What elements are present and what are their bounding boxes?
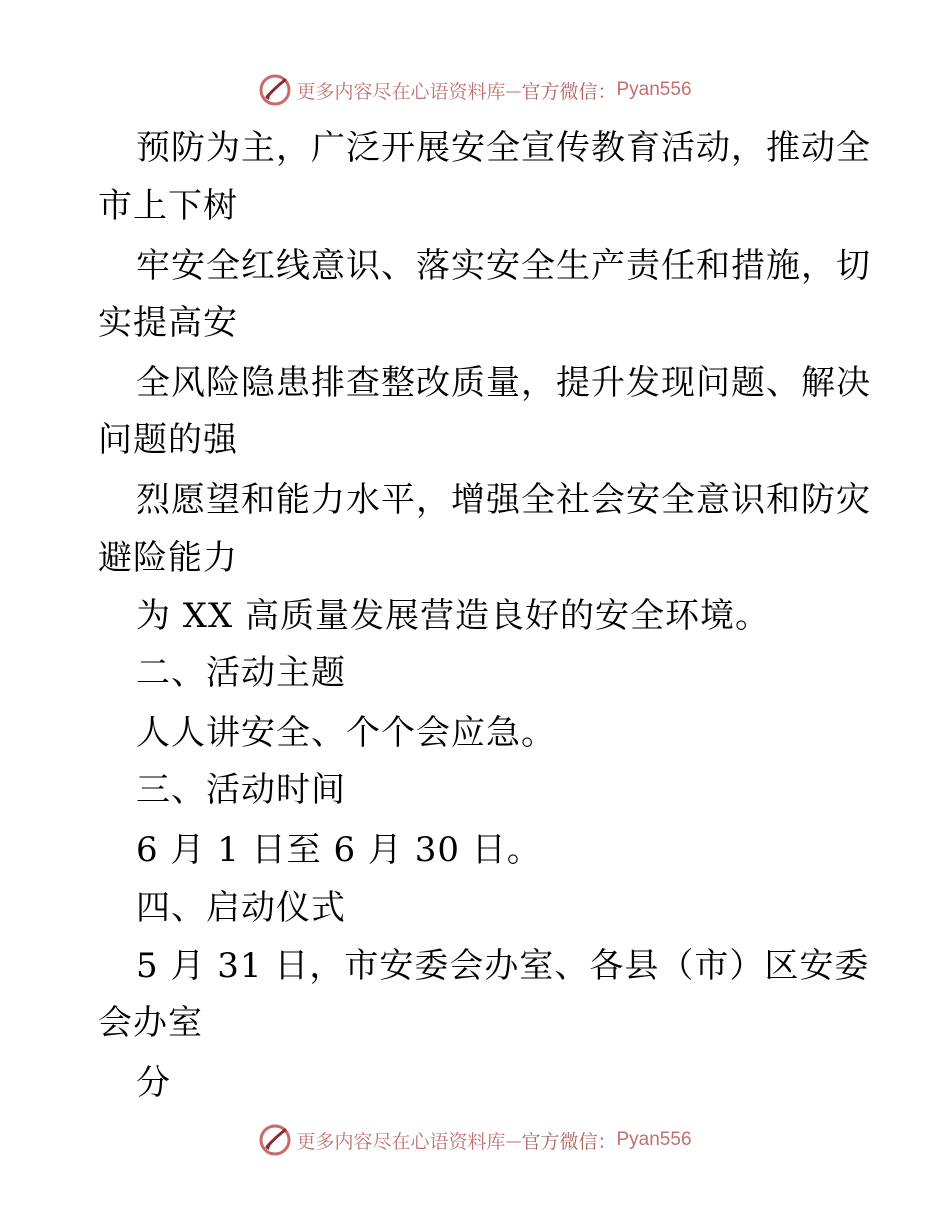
watermark-id: Pyan556 xyxy=(616,79,692,100)
text-line-9: 为 XX 高质量发展营造良好的安全环境。 xyxy=(136,596,771,636)
watermark-separator: — xyxy=(505,80,522,100)
header-watermark xyxy=(0,70,950,110)
text-line-1: 预防为主，广泛开展安全宣传教育活动，推动全 xyxy=(136,128,871,168)
section-heading-ceremony: 四、启动仪式 xyxy=(136,888,346,928)
watermark-text: 更多内容尽在心语资料库 xyxy=(296,80,506,103)
text-line-ceremony-1: 5 月 31 日，市安委会办室、各县（市）区安委 xyxy=(136,946,870,986)
text-line-2: 市上下树 xyxy=(98,186,238,226)
section-heading-time: 三、活动时间 xyxy=(136,770,346,810)
text-line-time: 6 月 1 日至 6 月 30 日。 xyxy=(136,830,542,870)
watermark-text: 更多内容尽在心语资料库 xyxy=(296,1130,506,1153)
text-line-3: 牢安全红线意识、落实安全生产责任和措施，切 xyxy=(136,246,871,286)
text-line-5: 全风险隐患排查整改质量，提升发现问题、解决 xyxy=(136,363,871,403)
text-line-ceremony-2: 会办室 xyxy=(98,1003,203,1043)
brush-logo-icon xyxy=(258,73,292,107)
text-line-ceremony-3: 分 xyxy=(136,1063,171,1103)
watermark-official: 官方微信： xyxy=(521,1130,617,1153)
text-line-8: 避险能力 xyxy=(98,538,238,578)
watermark-separator: — xyxy=(505,1130,522,1150)
text-line-7: 烈愿望和能力水平，增强全社会安全意识和防灾 xyxy=(136,480,871,520)
footer-watermark xyxy=(0,1120,950,1160)
text-line-6: 问题的强 xyxy=(98,420,238,460)
brush-logo-icon xyxy=(258,1123,292,1157)
watermark-official: 官方微信： xyxy=(521,80,617,103)
section-heading-theme: 二、活动主题 xyxy=(136,653,346,693)
text-line-4: 实提高安 xyxy=(98,303,238,343)
text-line-theme: 人人讲安全、个个会应急。 xyxy=(136,713,556,753)
watermark-id: Pyan556 xyxy=(616,1129,692,1150)
